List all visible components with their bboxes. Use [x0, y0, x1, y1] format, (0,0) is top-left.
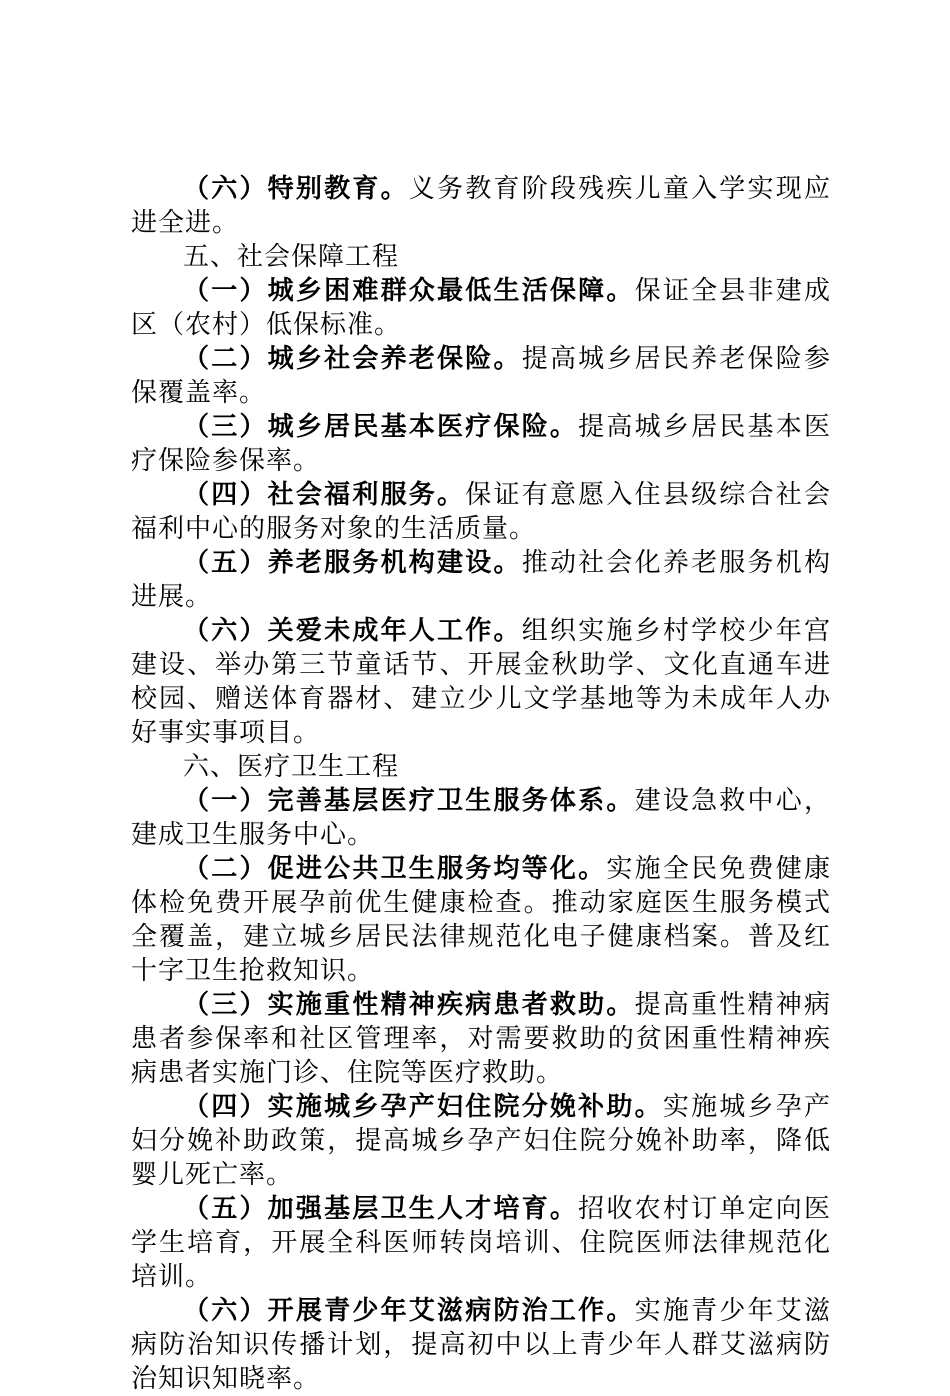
paragraph-body: 实施青少年艾滋病防治知识传播计划，提高初中以上青少年人群艾滋病防治知识知晓率。 [131, 1296, 831, 1394]
paragraph [131, 478, 831, 546]
paragraph-body: 建设急救中心，建成卫生服务中心。 [131, 786, 831, 850]
paragraph-body: 招收农村订单定向医学生培育，开展全科医师转岗培训、住院医师法律规范化培训。 [131, 1194, 831, 1292]
paragraph-title: （六）关爱未成年人工作。 [183, 616, 522, 646]
paragraph-title: （二）促进公共卫生服务均等化。 [183, 854, 607, 884]
paragraph [131, 172, 831, 240]
section-heading: 六、医疗卫生工程 [183, 752, 400, 782]
paragraph-title: （一）城乡困难群众最低生活保障。 [183, 276, 635, 306]
paragraph [131, 614, 831, 750]
paragraph-title: （五）加强基层卫生人才培育。 [183, 1194, 579, 1224]
paragraph [131, 546, 831, 614]
paragraph [131, 410, 831, 478]
paragraph-body: 提高城乡居民养老保险参保覆盖率。 [131, 344, 831, 408]
document-page [131, 172, 831, 1396]
paragraph-title: （六）开展青少年艾滋病防治工作。 [183, 1296, 635, 1326]
paragraph-body: 保证全县非建成区（农村）低保标准。 [131, 276, 831, 340]
paragraph [131, 274, 831, 342]
paragraph-title: （三）实施重性精神疾病患者救助。 [183, 990, 635, 1020]
paragraph-title: （六）特别教育。 [183, 174, 409, 204]
paragraph-body: 组织实施乡村学校少年宫建设、举办第三节童话节、开展金秋助学、文化直通车进校园、赠送体育器材、建立少儿文学基地等为未成年人办好事实事项目。 [131, 616, 831, 748]
paragraph-title: （五）养老服务机构建设。 [183, 548, 522, 578]
paragraph [131, 852, 831, 988]
paragraph-title: （一）完善基层医疗卫生服务体系。 [183, 786, 635, 816]
paragraph-body: 推动社会化养老服务机构进展。 [131, 548, 831, 612]
paragraph [131, 784, 831, 852]
paragraph [131, 988, 831, 1090]
paragraph-title: （三）城乡居民基本医疗保险。 [183, 412, 579, 442]
paragraph-title: （四）社会福利服务。 [183, 480, 466, 510]
paragraph-body: 义务教育阶段残疾儿童入学实现应进全进。 [131, 174, 831, 238]
paragraph-body: 提高重性精神病患者参保率和社区管理率，对需要救助的贫困重性精神疾病患者实施门诊、住院等医疗救助。 [131, 990, 831, 1088]
paragraph-body: 实施全民免费健康体检免费开展孕前优生健康检查。推动家庭医生服务模式全覆盖，建立城乡居民法律规范化电子健康档案。普及红十字卫生抢救知识。 [131, 854, 831, 986]
paragraph [131, 1192, 831, 1294]
paragraph [131, 342, 831, 410]
paragraph-title: （四）实施城乡孕产妇住院分娩补助。 [183, 1092, 663, 1122]
paragraph-title: （二）城乡社会养老保险。 [183, 344, 522, 374]
paragraph-body: 保证有意愿入住县级综合社会福利中心的服务对象的生活质量。 [131, 480, 831, 544]
paragraph-body: 提高城乡居民基本医疗保险参保率。 [131, 412, 831, 476]
section-heading: 五、社会保障工程 [183, 242, 400, 272]
paragraph-body: 实施城乡孕产妇分娩补助政策，提高城乡孕产妇住院分娩补助率，降低婴儿死亡率。 [131, 1092, 831, 1190]
paragraph [131, 1294, 831, 1396]
paragraph [131, 1090, 831, 1192]
